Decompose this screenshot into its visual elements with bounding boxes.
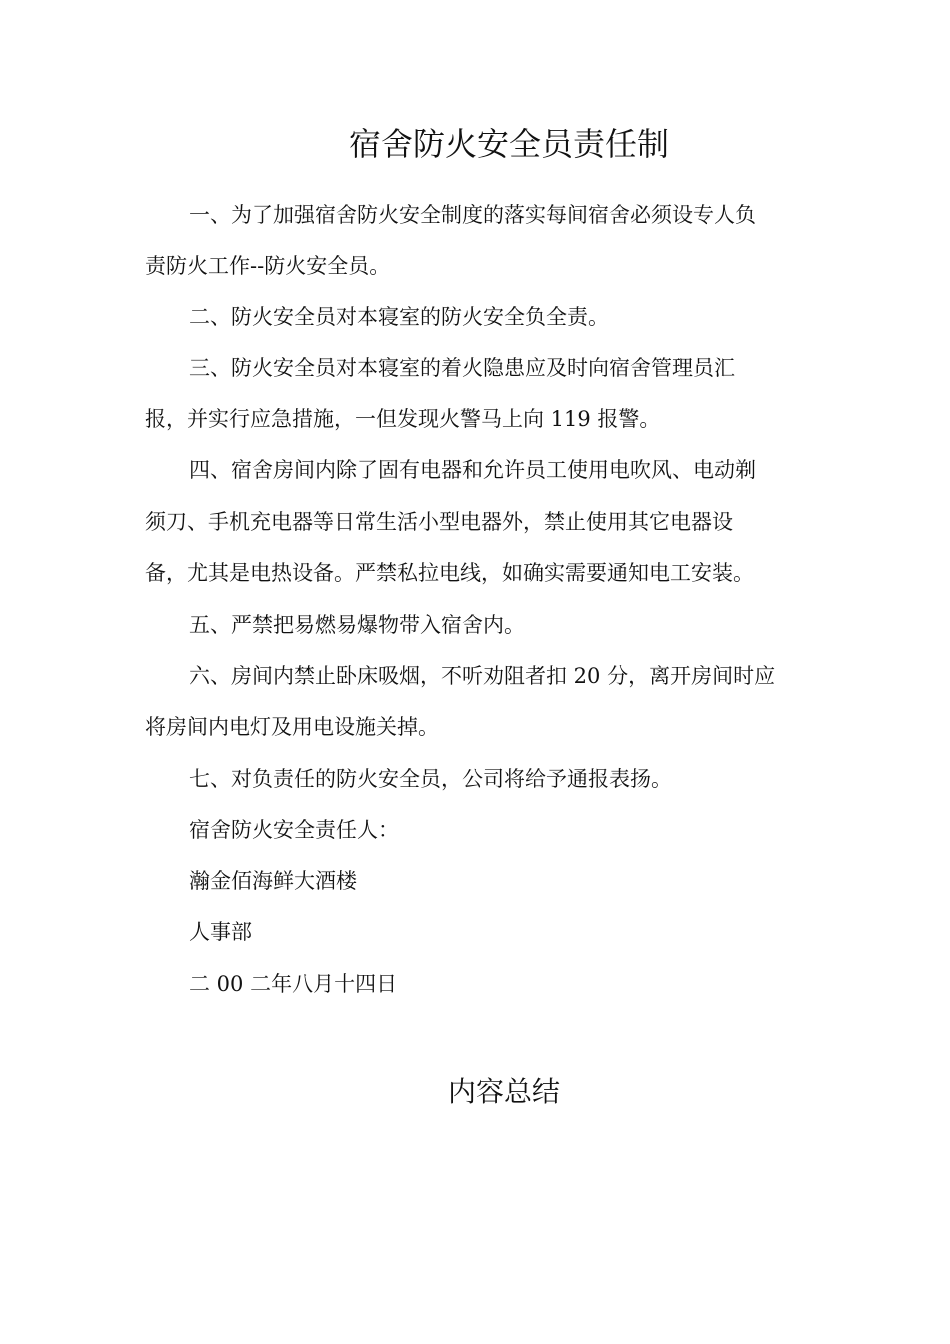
department-name: 人事部 bbox=[189, 920, 252, 944]
paragraph-5: 五、严禁把易燃易爆物带入宿舍内。 bbox=[189, 613, 525, 637]
paragraph-4-line-3: 备，尤其是电热设备。严禁私拉电线，如确实需要通知电工安装。 bbox=[145, 561, 754, 585]
paragraph-4-line-2: 须刀、手机充电器等日常生活小型电器外，禁止使用其它电器设 bbox=[145, 510, 733, 534]
responsible-person-label: 宿舍防火安全责任人： bbox=[189, 818, 399, 842]
summary-heading: 内容总结 bbox=[447, 1075, 560, 1108]
paragraph-1-line-2: 责防火工作--防火安全员。 bbox=[145, 254, 391, 278]
paragraph-2: 二、防火安全员对本寝室的防火安全负全责。 bbox=[189, 305, 609, 329]
document-date: 二 00 二年八月十四日 bbox=[189, 972, 398, 996]
document-title: 宿舍防火安全员责任制 bbox=[348, 125, 669, 163]
paragraph-3-line-2: 报，并实行应急措施，一但发现火警马上向 119 报警。 bbox=[145, 407, 661, 431]
paragraph-6-line-1: 六、房间内禁止卧床吸烟，不听劝阻者扣 20 分，离开房间时应 bbox=[189, 664, 776, 688]
company-name: 瀚金佰海鲜大酒楼 bbox=[189, 869, 357, 893]
paragraph-4-line-1: 四、宿舍房间内除了固有电器和允许员工使用电吹风、电动剃 bbox=[189, 458, 756, 482]
paragraph-3-line-1: 三、防火安全员对本寝室的着火隐患应及时向宿舍管理员汇 bbox=[189, 356, 735, 380]
paragraph-6-line-2: 将房间内电灯及用电设施关掉。 bbox=[145, 715, 439, 739]
paragraph-1-line-1: 一、为了加强宿舍防火安全制度的落实每间宿舍必须设专人负 bbox=[189, 203, 756, 227]
paragraph-7: 七、对负责任的防火安全员，公司将给予通报表扬。 bbox=[189, 767, 672, 791]
